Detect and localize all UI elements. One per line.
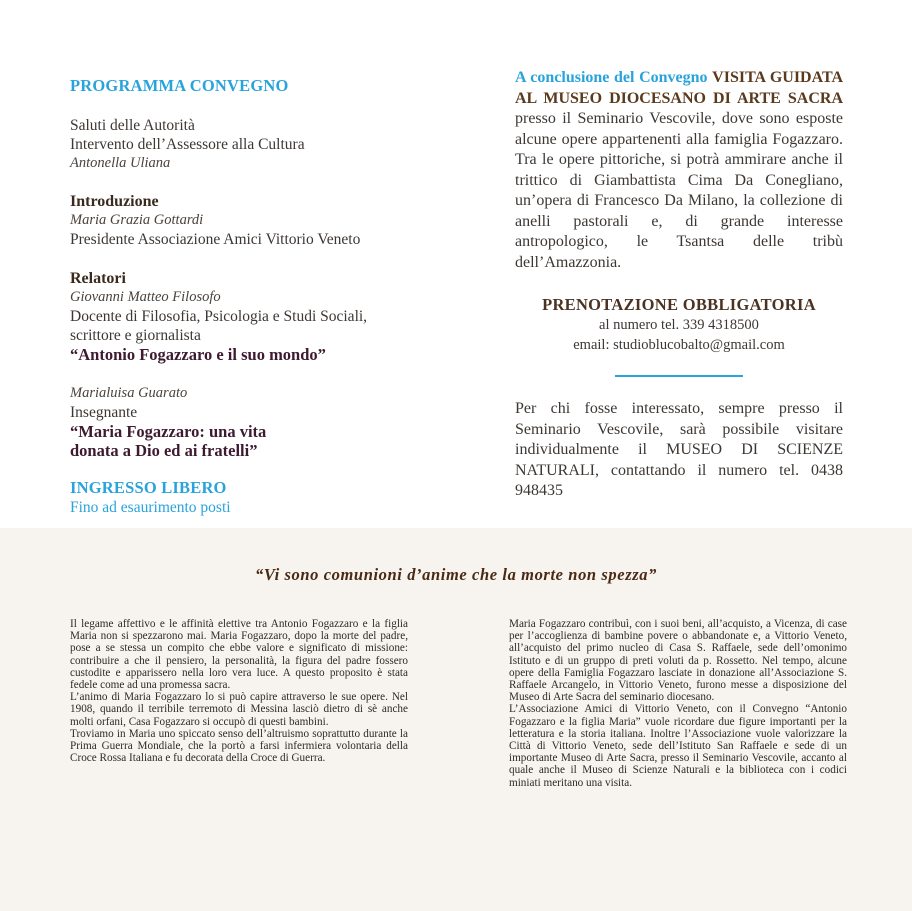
visit-body: presso il Seminario Vescovile, dove sono esposte alcune opere appartenenti alla famiglia Fogazzaro. Tra le opere pittoriche, si potrà ammirare anche il trittico di Giambattista Cima Da Conegliano, un’opera di Francesco Da Milano, la collezione di anelli pastorali e, di grande interesse antropologico, le Tsantsa delle tribù dell’Amazzonia. [515,110,843,271]
right-text-column [509,618,847,789]
speaker1-role-2: scrittore e giornalista [70,327,201,344]
visit-paragraph [515,68,843,273]
quote-title: “Vi sono comunioni d’anime che la morte non spezza” [255,565,657,584]
left-paragraph-2: L’animo di Maria Fogazzaro lo si può capire attraverso le sue opere. Nel 1908, quando il terribile terremoto di Messina lasciò dietro di sè anche molti orfani, Casa Fogazzaro si occupò di questi bambini. [70,691,408,728]
assessor-line: Intervento dell’Assessore alla Cultura [70,136,305,153]
greetings-line: Saluti delle Autorità [70,117,195,134]
booking-heading: PRENOTAZIONE OBBLIGATORIA [542,295,816,314]
intro-block [70,192,430,249]
booking-block [515,295,843,355]
divider-line [615,375,743,377]
speaker2-block [70,384,430,460]
assessor-name: Antonella Uliana [70,155,171,171]
speaker2-talk-2: donata a Dio ed ai fratelli” [70,441,258,460]
speakers-title: Relatori [70,270,126,287]
right-paragraph-1: Maria Fogazzaro contribuì, con i suoi beni, all’acquisto, a Vicenza, di case per l’accoglienza di bambine povere o abbandonate e, a Vittorio Veneto, all’acquisto del primo nucleo di Casa S. Raffaele, sede dell’omonimo Istituto e di un gruppo di preti voluti da p. Rossetto. Nel tempo, alcune opere della Famiglia Fogazzaro lasciate in donazione all’Associazione S. Raffaele Arcangelo, in Vittorio Veneto, furono messe a disposizione del Museo di Arte Sacra del seminario diocesano. [509,618,847,704]
booking-phone: al numero tel. 339 4318500 [599,317,759,333]
speaker2-talk-1: “Maria Fogazzaro: una vita [70,422,267,441]
free-entry-sub: Fino ad esaurimento posti [70,499,231,516]
greetings-block [70,116,430,173]
intro-name: Maria Grazia Gottardi [70,212,204,228]
left-text-column [70,618,408,764]
speaker2-role: Insegnante [70,404,138,421]
visit-column [515,68,843,502]
left-paragraph-1: Il legame affettivo e le affinità elettive tra Antonio Fogazzaro e la figlia Maria non si spezzarono mai. Maria Fogazzaro, dopo la morte del padre, pose a se stessa un compito che ebbe valore e significato di missione: contribuire a che il pensiero, la personalità, la figura del padre fossero custodite e apparissero nella loro vera luce. A questo proposito è stata fedele come ad una promessa sacra. [70,618,408,692]
speaker1-name: Giovanni Matteo Filosofo [70,289,221,305]
speaker1-role-1: Docente di Filosofia, Psicologia e Studi Sociali, [70,308,368,325]
museum-note: Per chi fosse interessato, sempre presso il Seminario Vescovile, sarà possibile visitare individualmente il MUSEO DI SCIENZE NATURALI, contattando il numero tel. 0438 948435 [515,400,843,499]
intro-role: Presidente Associazione Amici Vittorio Veneto [70,231,361,248]
speakers-block [70,269,430,364]
speaker2-name: Marialuisa Guarato [70,385,188,401]
free-entry-block [70,478,430,517]
intro-title: Introduzione [70,193,159,210]
program-heading: PROGRAMMA CONVEGNO [70,76,289,95]
left-paragraph-3: Troviamo in Maria uno spiccato senso dell’altruismo soprattutto durante la Prima Guerra Mondiale, che la portò a farsi infermiera volontaria della Croce Rossa Italiana e fu decorata della Croce di Guerra. [70,727,408,765]
free-entry-heading: INGRESSO LIBERO [70,478,227,497]
booking-email[interactable]: email: studioblucobalto@gmail.com [573,337,785,353]
speaker1-talk: “Antonio Fogazzaro e il suo mondo” [70,345,326,364]
right-paragraph-2: L’Associazione Amici di Vittorio Veneto, con il Convegno “Antonio Fogazzaro e la figlia Maria” vuole ricordare due figure importanti per la letteratura e la storia italiana. Inoltre l’Associazione vuole valorizzare la Città di Vittorio Veneto, sede dell’Istituto San Raffaele e sede di un importante Museo di Arte Sacra, presso il Seminario Vescovile, accanto al quale anche il Museo di Scienze Naturali e la biblioteca con i codici miniati meritano una visita. [509,703,847,789]
visit-lead-blue: A conclusione del Convegno [515,69,708,86]
visit-lead-brown: VISITA GUIDATA AL MUSEO DIOCESANO DI ARTE SACRA [515,69,844,107]
